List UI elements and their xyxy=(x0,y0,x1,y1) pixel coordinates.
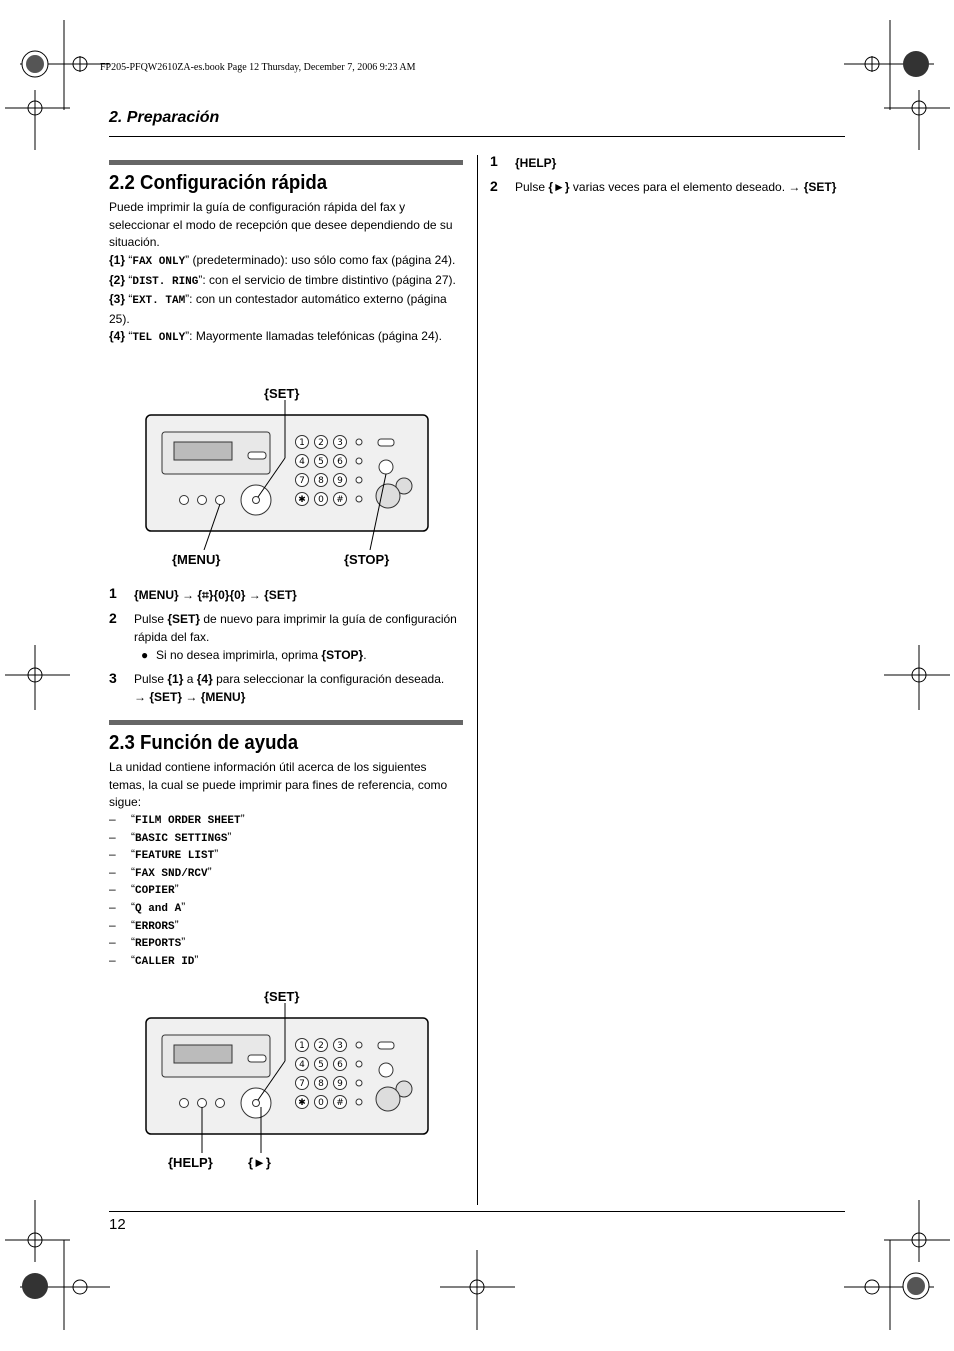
key-menu: {MENU} xyxy=(134,588,179,602)
mode-code: DIST. RING xyxy=(132,275,199,288)
section-rule xyxy=(109,720,463,725)
step-number: 2 xyxy=(490,178,498,194)
svg-text:0: 0 xyxy=(318,1098,324,1108)
column-divider xyxy=(477,155,478,1205)
key-set: {SET} xyxy=(264,588,297,602)
step-2-bullet: ● Si no desea imprimirla, oprima {STOP}. xyxy=(141,648,367,662)
list-item: – “FAX SND/RCV” xyxy=(109,864,212,880)
mode-key: {4} xyxy=(109,329,126,344)
svg-text:3: 3 xyxy=(337,1041,343,1051)
arrow: → xyxy=(245,588,265,602)
right-step-1-text xyxy=(515,155,556,173)
svg-text:#: # xyxy=(336,495,344,505)
svg-text:4: 4 xyxy=(299,1060,305,1070)
section-title-2-2: 2.2 Configuración rápida xyxy=(109,172,328,194)
figure-label-set: {SET} xyxy=(264,386,300,401)
mode-desc: : con un contestador automático externo (página 25). xyxy=(109,292,447,326)
section-2-3-intro: La unidad contiene información útil acerca de los siguientes temas, la cual se puede imprimir para fines de referencia, como sigue: xyxy=(109,760,448,810)
footer-rule xyxy=(109,1211,845,1212)
page-number: 12 xyxy=(109,1216,126,1233)
section-2-2-intro: Puede imprimir la guía de configuración rápida del fax y seleccionar el modo de recepción que desee dependiendo de su situación. xyxy=(109,200,453,250)
svg-text:9: 9 xyxy=(337,1079,343,1089)
key-set: {SET} xyxy=(803,180,837,194)
mode-item: {1} “FAX ONLY” (predeterminado): uso sólo como fax (página 24). xyxy=(109,253,456,268)
mode-item: {2} “DIST. RING”: con el servicio de timbre distintivo (página 27). xyxy=(109,272,456,288)
svg-text:7: 7 xyxy=(299,476,305,486)
key-right: {►} xyxy=(548,180,570,194)
key-code: {⌗}{0}{0} xyxy=(197,588,246,602)
key-set: {SET} xyxy=(167,612,201,626)
step-1-text xyxy=(134,587,297,605)
mode-item: {3} “EXT. TAM”: con un contestador automático externo (página 25). xyxy=(109,292,447,326)
fax-panel-illustration-2 xyxy=(140,1003,440,1153)
list-item: – “CALLER ID” xyxy=(109,952,199,968)
figure-label-set: {SET} xyxy=(264,989,300,1004)
svg-text:9: 9 xyxy=(337,476,343,486)
svg-text:5: 5 xyxy=(318,457,324,467)
list-item: – “COPIER” xyxy=(109,882,179,898)
svg-text:3: 3 xyxy=(337,438,343,448)
figure-label-stop: {STOP} xyxy=(344,552,390,567)
list-item: – “REPORTS” xyxy=(109,935,186,951)
header-rule xyxy=(109,136,845,137)
svg-text:0: 0 xyxy=(318,495,324,505)
svg-text:1: 1 xyxy=(299,438,305,448)
fax-panel-illustration-1 xyxy=(140,400,440,550)
svg-text:2: 2 xyxy=(318,438,324,448)
mode-desc: (predeterminado): uso sólo como fax (página 24). xyxy=(189,253,456,267)
chapter-header: 2. Preparación xyxy=(109,109,220,126)
list-item: – “Q and A” xyxy=(109,899,186,915)
svg-text:4: 4 xyxy=(299,457,305,467)
key-help: {HELP} xyxy=(515,156,557,170)
step-number: 1 xyxy=(109,585,117,601)
topic-list xyxy=(109,812,245,970)
section-rule xyxy=(109,160,463,165)
mode-desc: : con el servicio de timbre distintivo (página 27). xyxy=(202,272,456,287)
mode-code: EXT. TAM xyxy=(132,295,186,308)
svg-text:6: 6 xyxy=(337,1060,343,1070)
mode-key: {2} xyxy=(109,272,126,287)
mode-code: FAX ONLY xyxy=(132,256,186,268)
arrow: → xyxy=(178,588,198,602)
step-3-text: Pulse {1} a {4} para seleccionar la configuración deseada. → {SET} → {MENU} xyxy=(134,672,445,704)
svg-text:2: 2 xyxy=(318,1041,324,1051)
svg-text:✱: ✱ xyxy=(298,1098,306,1108)
mode-key: {3} xyxy=(109,292,126,307)
list-item: – “BASIC SETTINGS” xyxy=(109,829,232,845)
figure-label-help: {HELP} xyxy=(168,1155,213,1170)
mode-key: {1} xyxy=(109,253,126,267)
step-number: 1 xyxy=(490,153,498,169)
step-number: 2 xyxy=(109,610,117,626)
step-number: 3 xyxy=(109,670,117,686)
step-2-text: Pulse {SET} de nuevo para imprimir la guía de configuración rápida del fax. xyxy=(134,612,457,644)
svg-text:✱: ✱ xyxy=(298,495,306,505)
svg-text:7: 7 xyxy=(299,1079,305,1089)
figure-label-right: {►} xyxy=(248,1155,271,1170)
section-title-2-3: 2.3 Función de ayuda xyxy=(109,732,299,754)
svg-text:#: # xyxy=(336,1098,344,1108)
mode-code: TEL ONLY xyxy=(132,332,186,345)
figure-label-menu: {MENU} xyxy=(172,552,221,567)
list-item: – “ERRORS” xyxy=(109,917,179,933)
svg-text:6: 6 xyxy=(337,457,343,467)
svg-text:8: 8 xyxy=(318,476,324,486)
list-item: – “FILM ORDER SHEET” xyxy=(109,812,245,827)
key-stop: {STOP} xyxy=(321,648,364,662)
svg-text:8: 8 xyxy=(318,1079,324,1089)
book-info-line: FP205-PFQW2610ZA-es.book Page 12 Thursday, December 7, 2006 9:23 AM xyxy=(100,62,416,73)
svg-text:5: 5 xyxy=(318,1060,324,1070)
mode-desc: : Mayormente llamadas telefónicas (página 24). xyxy=(189,329,442,344)
svg-text:1: 1 xyxy=(299,1041,305,1051)
mode-item: {4} “TEL ONLY”: Mayormente llamadas telefónicas (página 24). xyxy=(109,329,442,345)
list-item: – “FEATURE LIST” xyxy=(109,847,219,863)
mode-list xyxy=(109,252,463,348)
right-step-2-text: Pulse {►} varias veces para el elemento deseado. → {SET} xyxy=(515,180,837,194)
